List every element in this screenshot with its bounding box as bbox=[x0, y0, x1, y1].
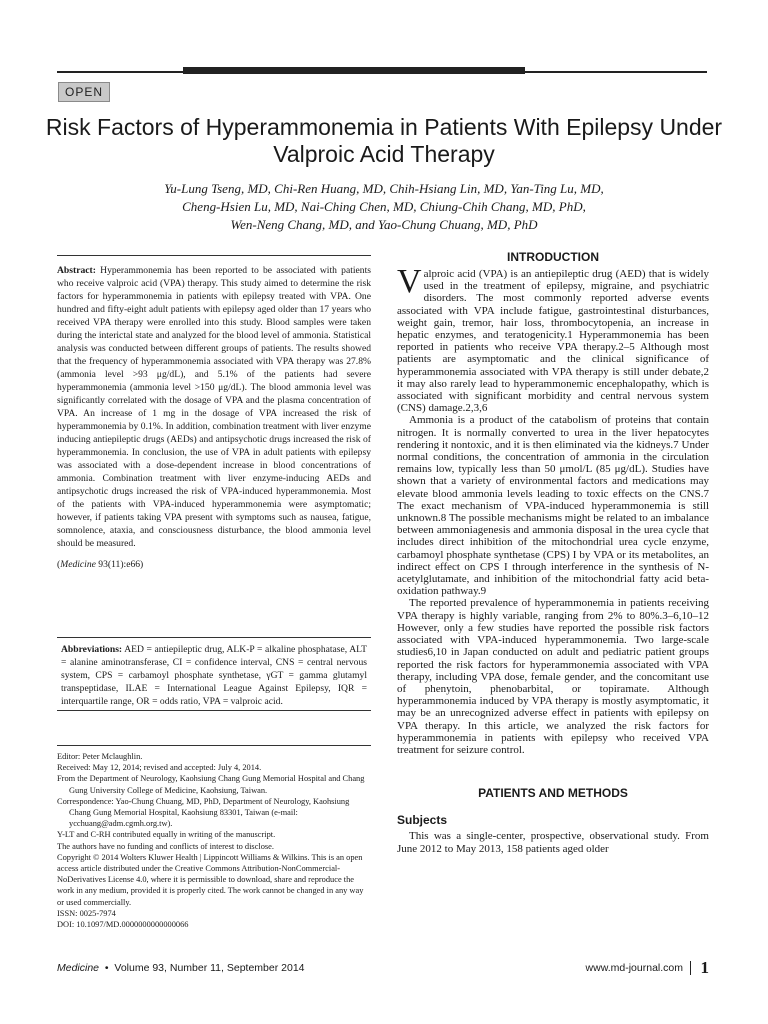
author-line: Yu-Lung Tseng, MD, Chi-Ren Huang, MD, Chih-Hsiang Lin, MD, Yan-Ting Lu, MD, bbox=[164, 181, 604, 196]
top-rule-thick bbox=[183, 67, 525, 74]
footnote-affiliation: From the Department of Neurology, Kaohsiung Chang Gung Memorial Hospital and Chang Gung University College of Medicine, Kaohsiung, Taiwan. bbox=[57, 774, 365, 795]
footer-bullet: • bbox=[104, 962, 109, 974]
citation-journal: Medicine bbox=[60, 559, 96, 570]
footnote-copyright: Copyright © 2014 Wolters Kluwer Health | Lippincott Williams & Wilkins. This is an open access article distributed under the Creative Commons Attribution-NonCommercial-NoDerivatives License 4.0, where it is permissible to download, share and reproduce the work in any medium, provided it is properly cited. The work cannot be changed in any way or used commercially. bbox=[57, 852, 364, 907]
footnote-contribution: Y-LT and C-RH contributed equally in writing of the manuscript. bbox=[57, 830, 276, 840]
footnotes bbox=[57, 745, 371, 930]
article-title: Risk Factors of Hyperammonemia in Patients With Epilepsy Under Valproic Acid Therapy bbox=[45, 114, 723, 167]
intro-paragraph-2: Ammonia is a product of the catabolism of proteins that contain nitrogen. It is normally converted to urea in the liver hepatocytes rendering it nontoxic, and it is then eliminated via the kidneys.7 Under normal conditions, the concentration of ammonia in the circulation remains low, typically less than 50 μmol/L (85 μg/dL). Studies have shown that a variety of environmental factors and medications may elevate blood ammonia levels leading to toxic effects on the CNS.7 The exact mechanism of VPA-induced hyperammonemia is still unknown.8 The possible mechanisms might be related to an imbalance between ammoniagenesis and ammonia disposal in the urea cycle that includes direct inhibition of the mitochondrial urea cycle enzyme, carbamoyl phosphate synthetase (CPS) I by VPA or its metabolites, an indirect effect on CPS I through interference in the synthesis of N-acetylglutamate, and inhibition of the mitochondrial fatty acid beta-oxidation pathway.9 bbox=[397, 414, 709, 598]
abstract bbox=[57, 264, 371, 550]
methods-heading: PATIENTS AND METHODS bbox=[478, 786, 628, 801]
intro-paragraph-1 bbox=[397, 263, 709, 415]
author-line: Wen-Neng Chang, MD, and Yao-Chung Chuang, MD, PhD bbox=[230, 217, 538, 232]
subjects-subheading: Subjects bbox=[397, 813, 448, 828]
body-column bbox=[397, 250, 709, 855]
citation-volume: 93(11):e66) bbox=[95, 559, 144, 570]
abstract-section bbox=[57, 255, 371, 571]
footnote-issn: ISSN: 0025-7974 bbox=[57, 908, 116, 918]
abbreviations-box bbox=[57, 637, 371, 711]
abbreviations-text: AED = antiepileptic drug, ALK-P = alkaline phosphatase, ALT = alanine aminotransferase, CI = confidence interval, CNS = central nervous system, CPS = carbamoyl phosphate synthetase, γGT = gamma glutamyl transpeptidase, ILAE = International League Against Epilepsy, IQR = interquartile range, OR = odds ratio, VPA = valproic acid. bbox=[61, 644, 367, 707]
footer-website: www.md-journal.com bbox=[585, 962, 683, 974]
footnote-conflicts: The authors have no funding and conflicts of interest to disclose. bbox=[57, 841, 274, 851]
intro-paragraph-3: The reported prevalence of hyperammonemia in patients receiving VPA therapy is highly variable, ranging from 2% to 80%.3–6,10–12 However, only a few studies have reported the possible risk factors associated with VPA-induced hyperammonemia. Two large-scale studies6,10 in Japan conducted on adult and pediatric patient groups reported the risk factors for hyperammonemia associated with VPA therapy, including VPA dose, female gender, and the concomitant use of phenytoin, phenobarbital, or topiramate. Although hyperammonemia induced by VPA therapy is mostly asymptomatic, it may be an unrecognized adverse effect in patients with epilepsy on VPA therapy. In this article, we analyzed the risk factors for hyperammonemia in patients with epilepsy who received VPA treatment for seizure control. bbox=[397, 597, 709, 756]
methods-paragraph: This was a single-center, prospective, observational study. From June 2012 to May 2013, 158 patients aged older bbox=[397, 830, 709, 855]
drop-cap: V bbox=[397, 263, 422, 300]
footnote-correspondence: Correspondence: Yao-Chung Chuang, MD, PhD, Department of Neurology, Kaohsiung Chang Gung Memorial Hospital, Kaohsiung 83301, Taiwan (e-mail: ycchuang@adm.cgmh.org.tw). bbox=[57, 796, 350, 829]
intro-paragraph-1-text: alproic acid (VPA) is an antiepileptic drug (AED) that is widely used in the treatment of epilepsy, migraine, and psychiatric disorders. The most commonly reported adverse events associated with VPA include fatigue, gastrointestinal disturbances, weight gain, tremor, hair loss, thrombocytopenia, an increase in hepatic enzymes, and teratogenicity.1 Hyperammonemia has been reported in patients who receive VPA therapy.2–5 Although most patients are asymptomatic and the clinical significance of hyperammonemia associated with VPA therapy is still under debate,2 it may also rarely lead to hyperammonemic encephalopathy, which is associated with significant morbidity and central nervous system (CNS) damage.2,3,6 bbox=[397, 268, 709, 415]
author-list bbox=[60, 180, 708, 234]
footnote-doi: DOI: 10.1097/MD.0000000000000066 bbox=[57, 920, 189, 930]
abstract-text: Hyperammonemia has been reported to be associated with patients who receive valproic acid (VPA) therapy. This study aimed to determine the risk factors for hyperammonemia in patients with epilepsy treated with VPA. One hundred and fifty-eight adult patients with epilepsy aged older than 17 years who received VPA therapy were enrolled into this study. Blood samples were taken during the interictal state and analyzed for the blood level of ammonia. Statistical analysis was conducted between different groups of patients. The results showed that the frequency of hyperammonemia associated with VPA therapy was 27.8% (ammonia level >93 μg/dL), and 5.1% of the patients had severe hyperammonemia (ammonia level >150 μg/dL). The blood ammonia level was significantly correlated with the dosage of VPA and the plasma concentration of VPA. An increase of 1 mg in the dosage of VPA increased the risk of hyperammonemia by 0.1%. In addition, combination treatment with liver enzyme inducing antiepileptic drugs (AEDs) and antipsychotic drugs increased the risk of hyperammonemia. In conclusion, the use of VPA in adult patients with epilepsy was associated with a dose-dependent increase in blood concentrations of ammonia. Combination treatment with liver enzyme-inducing AEDs and antipsychotic drugs increased the risk of VPA-induced hyperammonemia. Most of the patients with VPA-induced hyperammonemia were asymptomatic; however, if patients taking VPA present with symptoms such as nausea, fatigue, somnolence, ataxia, and consciousness disturbance, the blood ammonia level should be measured. bbox=[57, 265, 371, 549]
footer-journal bbox=[57, 962, 305, 974]
footnote-editor: Editor: Peter Mclaughlin. bbox=[57, 752, 143, 761]
abstract-label: Abstract: bbox=[57, 265, 96, 276]
footer-separator bbox=[690, 961, 691, 975]
abstract-rule bbox=[57, 255, 371, 256]
footnote-received: Received: May 12, 2014; revised and accepted: July 4, 2014. bbox=[57, 763, 262, 773]
author-line: Cheng-Hsien Lu, MD, Nai-Ching Chen, MD, Chiung-Chih Chang, MD, PhD, bbox=[182, 199, 586, 214]
citation: (Medicine 93(11):e66) bbox=[57, 559, 144, 570]
footnotes-rule bbox=[57, 745, 371, 746]
open-access-badge: OPEN bbox=[58, 82, 110, 102]
abbreviations-label: Abbreviations: bbox=[61, 644, 123, 655]
footer-issue: Volume 93, Number 11, September 2014 bbox=[114, 962, 305, 974]
introduction-heading: INTRODUCTION bbox=[507, 250, 599, 264]
footer-journal-name: Medicine bbox=[57, 962, 100, 974]
page-number: 1 bbox=[700, 958, 709, 977]
